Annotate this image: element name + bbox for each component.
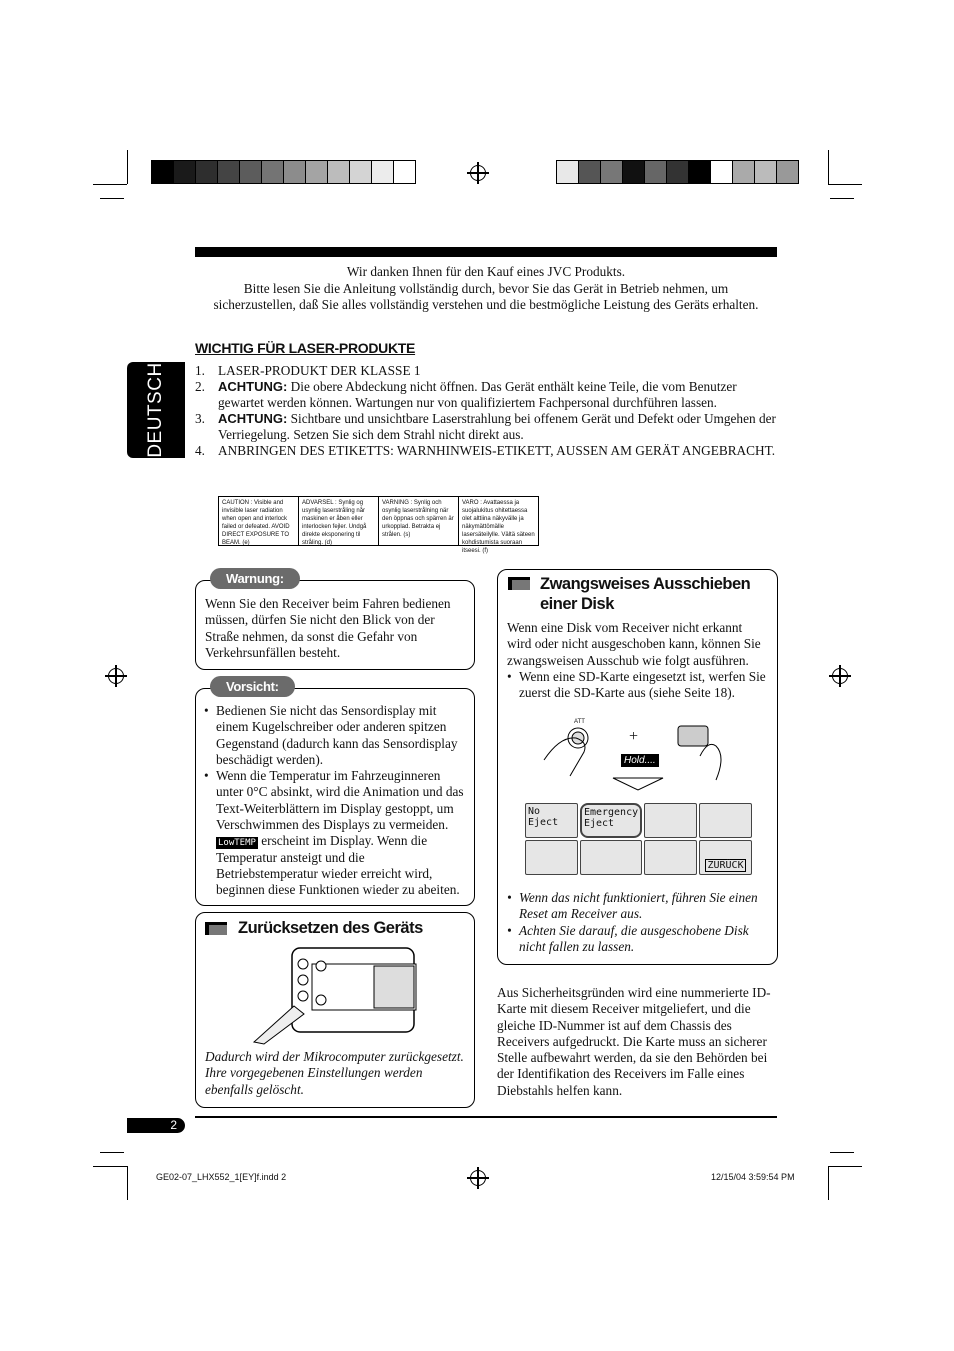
crop-mark [127,1166,128,1200]
label-cell: VARNING : Synlig och osynlig laserstrålning när den öppnas och spärren är urkopplad. Betrakta ej strålen. (s) [379,497,459,545]
label-cell: CAUTION : Visible and invisible laser radiation when open and interlock failed or defeated. AVOID DIRECT EXPOSURE TO BEAM. (e) [219,497,299,545]
caution-text [204,703,468,899]
caution-bullet: • Bedienen Sie nicht das Sensordisplay mit einem Kugelschreiber oder anderen spitzen Gegenstand (dadurch kann das Sensordisplay beschädigt werden). [204,703,468,768]
item-bold: ACHTUNG: [218,379,288,394]
color-swatch [328,161,350,183]
caution-text-part: Wenn die Temperatur im Fahrzeuginneren unter 0°C absinkt, wird die Animation und das Text-Weiterblättern im Display gestoppt, um Verschwimmen des Displays zu vermeiden. [216,768,464,833]
eject-bullet: • Wenn eine SD-Karte eingesetzt ist, werfen Sie zuerst die SD-Karte aus (siehe Seite 18). [507,669,769,702]
footer-date: 12/15/04 3:59:54 PM [711,1172,795,1182]
list-item [195,411,777,443]
color-bar-left [151,160,416,184]
header-bar [195,247,777,257]
id-card-text: Aus Sicherheitsgründen wird eine nummerierte ID-Karte mit diesem Receiver mitgeliefert, und die gleiche ID-Nummer ist auf dem Chassis des Receivers aufgedruckt. Die Karte muss an sicherer Stelle aufbewahrt werden, da sie den Behörden bei der Identifikation des Receivers im Falle eines Diebstahls helfen kann. [497,985,771,1098]
att-label: ATT [574,719,585,725]
arrow-down-icon [612,776,664,792]
color-swatch [645,161,667,183]
list-item [195,443,777,459]
intro-line1: Wir danken Ihnen für den Kauf eines JVC Produkts. [346,264,626,279]
section-icon [508,577,530,590]
item-number: 2. [195,379,205,394]
color-swatch [240,161,262,183]
eject-label: Eject [583,818,615,829]
crop-mark [828,184,862,185]
list-item [195,379,777,411]
list-item [195,363,777,379]
crop-mark [830,198,854,199]
color-swatch [777,161,798,183]
color-swatch [306,161,328,183]
section-icon [205,922,227,935]
label-cell: VARO : Avattaessa ja suojalukitus ohitettaessa olet alttiina näkyvälle ja näkymättömälle lasersäteilylle. Vältä säteen kohdistumista suoraan itseesi. (f) [462,500,535,554]
empty-key [644,803,697,838]
zuruck-label: ZURÜCK [707,860,744,871]
warning-text: Wenn Sie den Receiver beim Fahren bedienen müssen, dürfen Sie nicht den Blick von der Straße nehmen, da sonst die Gefahr von Verkehrsunfällen besteht. [205,596,451,660]
color-swatch [579,161,601,183]
crop-mark [93,1166,127,1167]
footer-rule [195,1116,777,1118]
color-swatch [601,161,623,183]
language-tab [127,362,185,458]
item-bold: ACHTUNG: [218,411,288,426]
language-tab-label: DEUTSCH [145,362,166,458]
color-swatch [623,161,645,183]
color-swatch [196,161,218,183]
crop-mark [830,1152,854,1153]
crop-mark [828,1166,862,1167]
empty-key [525,840,578,875]
laser-list [195,363,777,459]
empty-key [580,840,642,875]
color-bar-right [556,160,799,184]
reset-heading: Zurücksetzen des Geräts [238,919,423,937]
color-swatch [284,161,306,183]
empty-key [699,803,752,838]
color-swatch [174,161,196,183]
color-swatch [689,161,711,183]
crop-mark [127,150,128,184]
registration-target-icon [108,668,124,684]
caution-bullet [204,768,468,898]
item-number: 1. [195,363,205,378]
zuruck-button[interactable] [699,840,752,875]
eject-paragraph: Wenn eine Disk vom Receiver nicht erkannt wird oder nicht ausgeschoben kann, können Sie zwangsweisen Ausschub wie folgt ausführen. [507,620,761,668]
color-swatch [557,161,579,183]
item-number: 4. [195,443,205,458]
color-swatch [218,161,240,183]
item-number: 3. [195,411,205,426]
color-swatch [372,161,394,183]
crop-mark [100,1152,124,1153]
empty-key [644,840,697,875]
color-swatch [262,161,284,183]
plus-sign: + [629,728,639,745]
label-cell: ADVARSEL : Synlig og usynlig laserstråling når maskinen er åben eller interlocken fejler. Undgå direkte eksponering til stråling. (d) [299,497,379,545]
crop-mark [828,1166,829,1200]
reset-illustration [250,944,416,1046]
touch-display-grid [525,803,752,875]
item-text: Sichtbare und unsichtbare Laserstrahlung bei offenem Gerät und Defekt oder Umgehen der Verriegelung. Setzen Sie sich dem Strahl nicht direkt aus. [218,411,776,442]
color-swatch [152,161,174,183]
registration-target-icon [470,1170,486,1186]
hold-badge: Hold.... [621,754,659,767]
color-swatch [733,161,755,183]
intro [205,264,767,314]
color-swatch [711,161,733,183]
eject-heading: Zwangsweises Ausschieben einer Disk [540,575,751,613]
lowtemp-indicator: LowTEMP [218,838,256,849]
color-swatch [350,161,372,183]
registration-target-icon [832,668,848,684]
eject-notes [507,890,771,955]
item-text: LASER-PRODUKT DER KLASSE 1 [218,363,421,378]
page-number-label: 2 [170,1118,177,1132]
crop-mark [93,184,127,185]
footer-file: GE02-07_LHX552_1[EY]f.indd 2 [156,1172,287,1182]
eject-note: • Wenn das nicht funktioniert, führen Sie einen Reset am Receiver aus. [507,890,771,923]
color-swatch [667,161,689,183]
registration-target-icon [470,165,486,181]
reset-caption: Dadurch wird der Mikrocomputer zurückgesetzt. Ihre vorgegebenen Einstellungen werden ebenfalls gelöscht. [205,1049,464,1097]
color-swatch [755,161,777,183]
eject-note: • Achten Sie darauf, die ausgeschobene Disk nicht fallen zu lassen. [507,923,771,956]
item-text: Die obere Abdeckung nicht öffnen. Das Gerät enthält keine Teile, die vom Benutzer gewartet werden können. Wartungen nur von qualifiziertem Fachpersonal durchführen lassen. [218,379,737,410]
page-number [127,1118,185,1133]
laser-warning-label [218,496,539,554]
color-swatch [394,161,415,183]
no-eject-button[interactable]: No Eject [525,803,578,838]
warning-pill: Warnung: [210,568,300,589]
laser-heading: WICHTIG FÜR LASER-PRODUKTE [195,340,416,356]
item-text: ANBRINGEN DES ETIKETTS: WARNHINWEIS-ETIKETT, AUSSEN AM GERÄT ANGEBRACHT. [218,443,776,458]
eject-text [507,620,769,701]
emergency-eject-button[interactable] [580,803,642,838]
intro-line2: Bitte lesen Sie die Anleitung vollständig durch, bevor Sie das Gerät in Betrieb nehmen, um sicherzustellen, daß Sie alles vollständig verstehen und die bestmögliche Leistung des Geräts erhalten. [213,280,759,312]
caution-text-part: erscheint im Display. Wenn die Temperatur ansteigt und die Betriebstemperatur wieder erreicht wird, beginnen diese Funktionen wieder zu abeiten. [216,833,460,898]
caution-pill: Vorsicht: [210,676,295,697]
crop-mark [100,198,124,199]
emergency-label: Emergency [583,807,639,818]
crop-mark [828,150,829,184]
